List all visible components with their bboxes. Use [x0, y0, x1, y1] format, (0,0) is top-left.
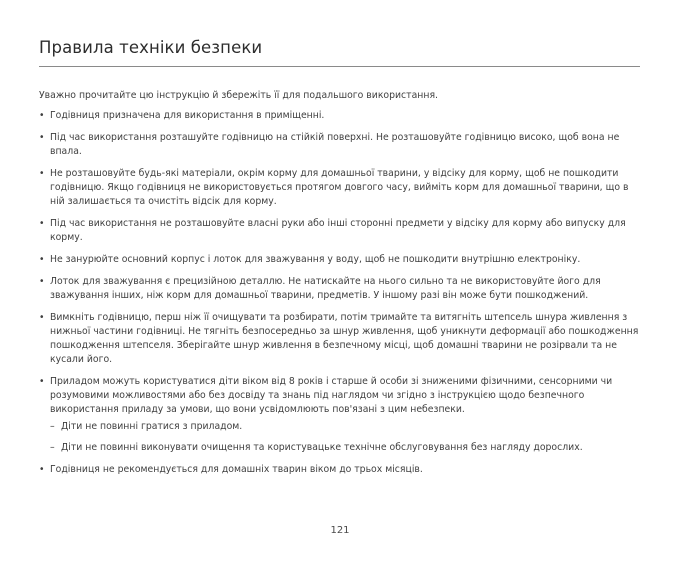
list-item [39, 131, 641, 159]
sub-list [50, 420, 641, 455]
bullet-marker: • [39, 168, 45, 179]
list-item [39, 463, 641, 477]
list-item [39, 311, 641, 367]
list-item [39, 217, 641, 245]
bullet-marker: • [39, 132, 45, 143]
list-item-text: Приладом можуть користуватися діти віком від 8 років і старше й особи зі зниженими фізичними, сенсорними чи розумовими можливостями або без досвіду та знань під наглядом чи згідно з інструкцією щодо безпечного використання приладу за умови, що вони усвідомлюють пов'язані з цим небезпеки. [50, 376, 613, 415]
list-item [39, 275, 641, 303]
list-item-text: Лоток для зважування є прецизійною деталлю. Не натискайте на нього сильно та не використовуйте його для зважування інших, ніж корм для домашньої тварини, предметів. У іншому разі він може бути пошкоджений. [50, 276, 601, 301]
page-number: 121 [330, 525, 350, 536]
bullet-marker: • [39, 276, 45, 287]
bullet-marker: • [39, 218, 45, 229]
list-item [39, 167, 641, 209]
list-item-text: Не розташовуйте будь-які матеріали, окрім корму для домашньої тварини, у відсіку для корму, щоб не пошкодити годівницю. Якщо годівниця не використовується протягом довгого часу, вийміть корм для домашньої тварини, що в ній залишається та очистіть відсік для корму. [50, 168, 629, 207]
title-divider [39, 66, 640, 67]
dash-marker: – [50, 442, 55, 453]
intro-text: Уважно прочитайте цю інструкцію й збережіть її для подальшого використання. [39, 90, 438, 101]
bullet-marker: • [39, 312, 45, 323]
list-item-text: Під час використання не розташовуйте власні руки або інші сторонні предмети у відсіку для корму або випуску для корму. [50, 218, 626, 243]
dash-marker: – [50, 421, 55, 432]
sub-list-item [50, 420, 641, 434]
list-item-text: Годівниця не рекомендується для домашніх тварин віком до трьох місяців. [50, 464, 423, 475]
bullet-marker: • [39, 376, 45, 387]
bullet-marker: • [39, 254, 45, 265]
list-item-text: Вимкніть годівницю, перш ніж її очищувати та розбирати, потім тримайте та витягніть штепсель шнура живлення з нижньої частини годівниці. Не тягніть безпосередньо за шнур живлення, щоб уникнути деформації або пошкодження пошкодження штепселя. Зберігайте шнур живлення в безпечному місці, щоб домашні тварини не розірвали та не кусали його. [50, 312, 639, 365]
list-item-text: Під час використання розташуйте годівницю на стійкій поверхні. Не розташовуйте годівницю високо, щоб вона не впала. [50, 132, 620, 157]
list-item [39, 109, 641, 123]
list-item-text: Годівниця призначена для використання в приміщенні. [50, 110, 325, 121]
bullet-marker: • [39, 464, 45, 475]
list-item-text: Не занурюйте основний корпус і лоток для зважування у воду, щоб не пошкодити внутрішню електроніку. [50, 254, 581, 265]
bullet-marker: • [39, 110, 45, 121]
safety-content [39, 89, 641, 485]
sub-list-item [50, 441, 641, 455]
safety-list [39, 109, 641, 477]
list-item [39, 375, 641, 455]
page-title: Правила техніки безпеки [39, 38, 263, 57]
list-item [39, 253, 641, 267]
sub-list-item-text: Діти не повинні гратися з приладом. [61, 421, 243, 432]
sub-list-item-text: Діти не повинні виконувати очищення та користувацьке технічне обслуговування без нагляду дорослих. [61, 442, 583, 453]
